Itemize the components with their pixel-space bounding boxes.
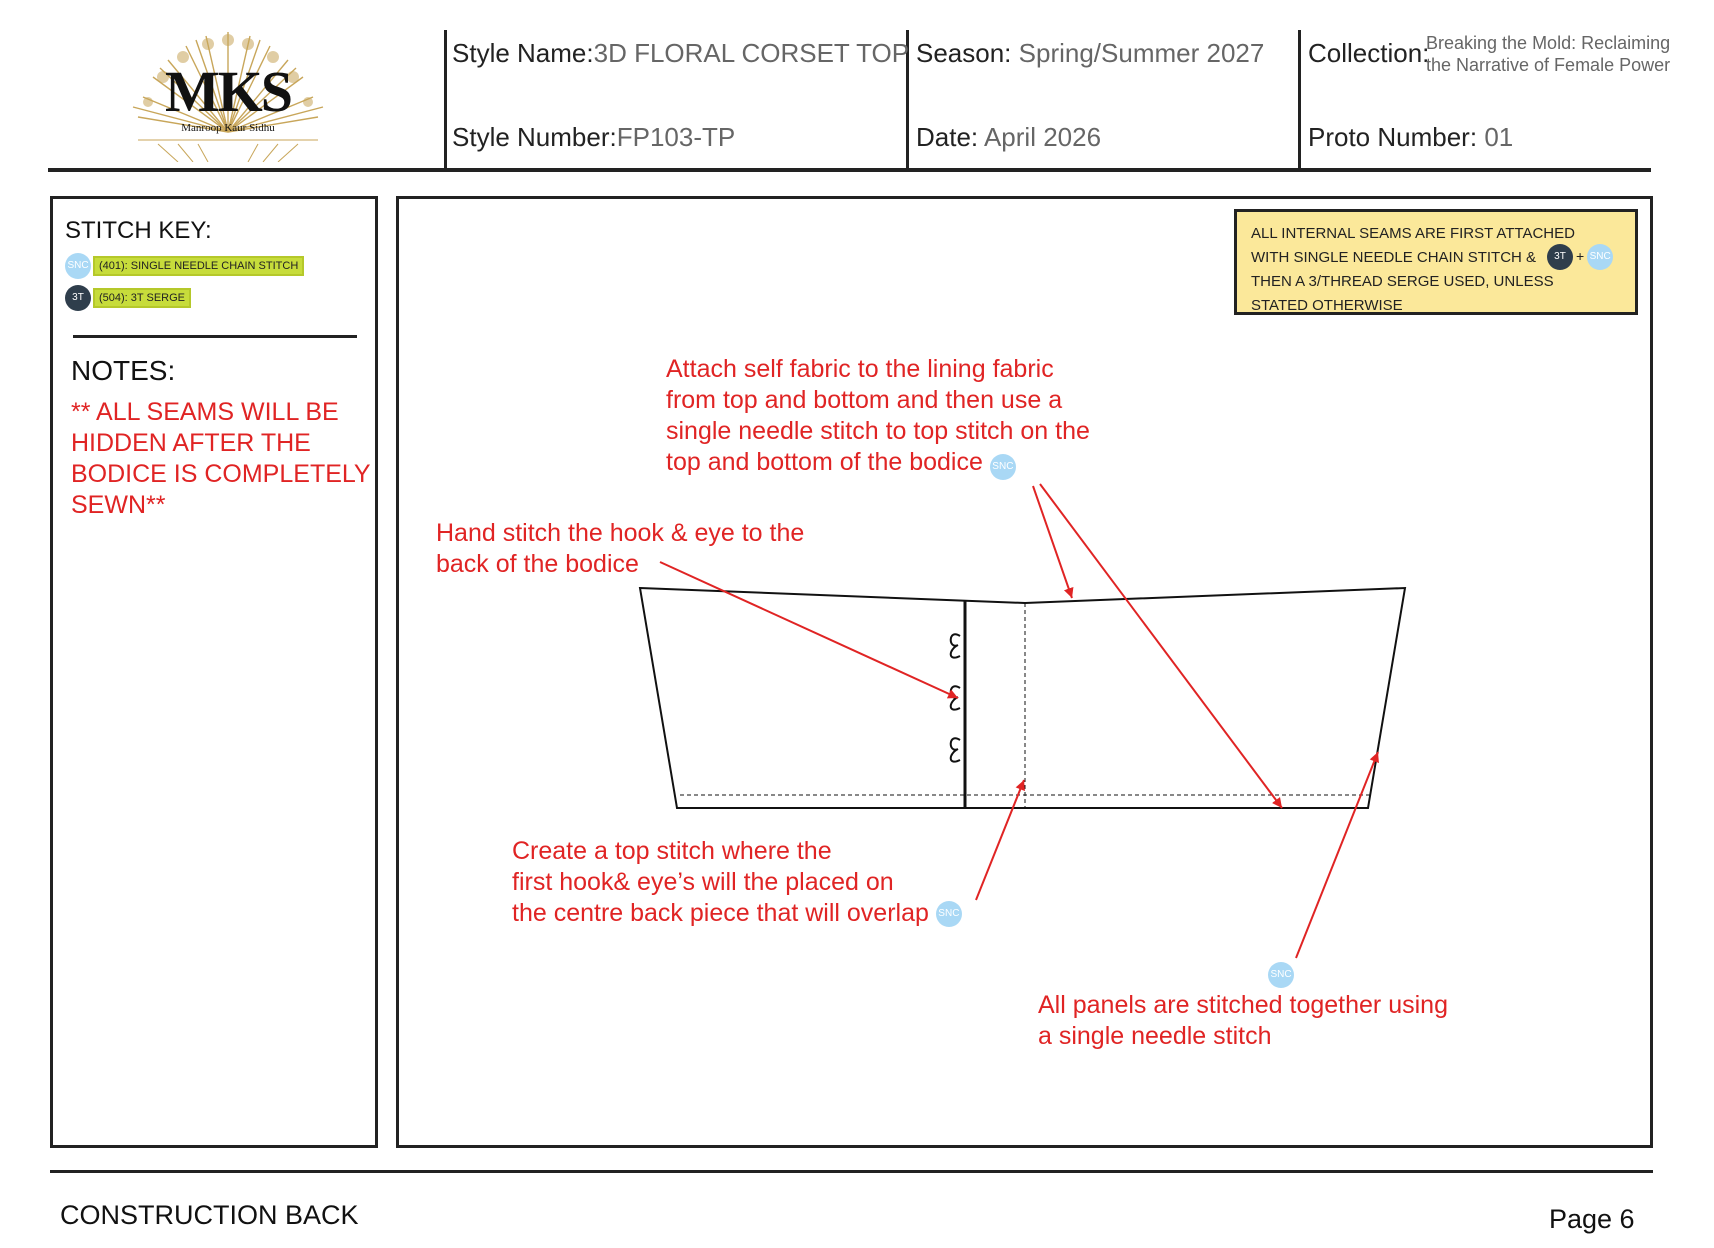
date-label: Date: — [916, 122, 979, 152]
snc-badge-icon: SNC — [1268, 962, 1294, 988]
3t-badge-icon: 3T — [1547, 244, 1573, 270]
collection-label: Collection: — [1308, 38, 1430, 68]
style-number-label: Style Number: — [452, 122, 617, 152]
info-line: THEN A 3/THREAD SERGE USED, UNLESS — [1251, 273, 1554, 290]
info-line: ALL INTERNAL SEAMS ARE FIRST ATTACHED — [1251, 225, 1575, 242]
snc-badge-icon: SNC — [990, 454, 1016, 480]
callout-line: back of the bodice — [436, 550, 639, 578]
plus-sign: + — [1576, 248, 1585, 264]
hook-eye-icon — [951, 634, 960, 761]
snc-badge-icon: SNC — [65, 253, 91, 279]
collection-line: the Narrative of Female Power — [1426, 55, 1671, 75]
note-line: BODICE IS COMPLETELY — [71, 460, 371, 488]
info-line: STATED OTHERWISE — [1251, 297, 1403, 314]
logo-initials: MKS — [164, 59, 292, 124]
callout-line: All panels are stitched together using — [1038, 991, 1448, 1019]
stitch-key-label: (401): SINGLE NEEDLE CHAIN STITCH — [93, 256, 304, 276]
snc-badge-icon: SNC — [936, 901, 962, 927]
snc-badge-icon: SNC — [1587, 244, 1613, 270]
notes-title: NOTES: — [71, 355, 176, 386]
stitch-key-label: (504): 3T SERGE — [93, 288, 191, 308]
page-section-title: CONSTRUCTION BACK — [60, 1200, 359, 1230]
callout-line: Attach self fabric to the lining fabric — [666, 355, 1054, 383]
note-line: ** ALL SEAMS WILL BE — [71, 398, 339, 426]
callout-line: the centre back piece that will overlap — [512, 899, 929, 927]
callout-line: top and bottom of the bodice — [666, 448, 983, 476]
3t-badge-icon: 3T — [65, 285, 91, 311]
collection-line: Breaking the Mold: Reclaiming — [1426, 33, 1671, 53]
info-line: WITH SINGLE NEEDLE CHAIN STITCH & — [1251, 249, 1537, 266]
date-value: April 2026 — [983, 122, 1102, 152]
bodice-outline — [640, 588, 1405, 808]
style-name-label: Style Name: — [452, 38, 594, 68]
proto-value: 01 — [1484, 122, 1514, 152]
callout-line: a single needle stitch — [1038, 1022, 1272, 1050]
footer-rule — [50, 1170, 1653, 1173]
callout-line: from top and bottom and then use a — [666, 386, 1063, 414]
logo-designer-name: Manroop Kaur Sidhu — [181, 122, 275, 134]
stitch-key-title: STITCH KEY: — [65, 217, 212, 244]
callout-line: single needle stitch to top stitch on the — [666, 417, 1090, 445]
season-value: Spring/Summer 2027 — [1018, 38, 1265, 68]
style-name-value: 3D FLORAL CORSET TOP — [593, 38, 910, 68]
style-number-value: FP103-TP — [616, 122, 736, 152]
callout-line: first hook& eye’s will the placed on — [512, 868, 894, 896]
callout-arrows — [660, 484, 1378, 958]
proto-label: Proto Number: — [1308, 122, 1478, 152]
callout-line: Hand stitch the hook & eye to the — [436, 519, 805, 547]
page-number: Page 6 — [1549, 1204, 1635, 1234]
callout-line: Create a top stitch where the — [512, 837, 832, 865]
season-label: Season: — [916, 38, 1012, 68]
note-line: HIDDEN AFTER THE — [71, 429, 311, 457]
note-line: SEWN** — [71, 491, 166, 519]
